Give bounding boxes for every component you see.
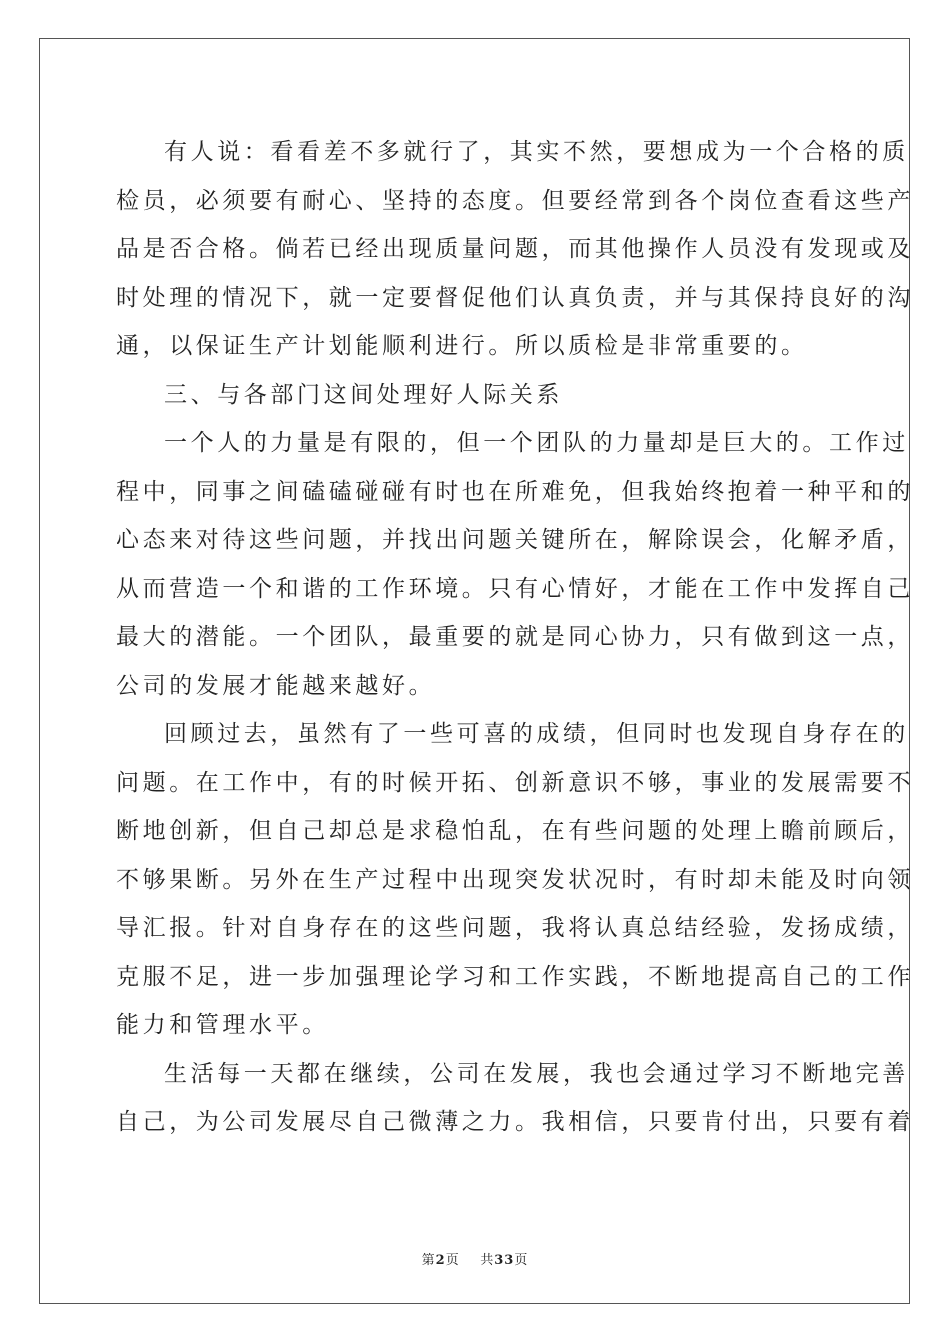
text-line: 品是否合格。倘若已经出现质量问题，而其他操作人员没有发现或及 bbox=[116, 236, 914, 262]
text-line: 能力和管理水平。 bbox=[116, 1012, 329, 1038]
text-line: 一个人的力量是有限的，但一个团队的力量却是巨大的。工作过 bbox=[164, 430, 909, 456]
text-line: 不够果断。另外在生产过程中出现突发状况时，有时却未能及时向领 bbox=[116, 866, 914, 893]
text-line: 导汇报。针对自身存在的这些问题，我将认真总结经验，发扬成绩， bbox=[116, 915, 914, 941]
text-line: 生活每一天都在继续，公司在发展，我也会通过学习不断地完善 bbox=[164, 1060, 909, 1087]
text-line: 程中，同事之间磕磕碰碰有时也在所难免，但我始终抱着一种平和的 bbox=[116, 478, 914, 505]
text-line: 检员，必须要有耐心、坚持的态度。但要经常到各个岗位查看这些产 bbox=[116, 187, 914, 214]
text-line: 最大的潜能。一个团队，最重要的就是同心协力，只有做到这一点， bbox=[116, 624, 914, 650]
text-line: 断地创新，但自己却总是求稳怕乱，在有些问题的处理上瞻前顾后， bbox=[116, 818, 914, 844]
text-line: 有人说：看看差不多就行了，其实不然，要想成为一个合格的质 bbox=[164, 139, 909, 165]
text-line: 心态来对待这些问题，并找出问题关键所在，解除误会，化解矛盾， bbox=[116, 527, 914, 553]
footer-prefix: 第 bbox=[421, 1253, 436, 1268]
footer-total-suffix: 页 bbox=[514, 1253, 529, 1268]
section-heading: 三、与各部门这间处理好人际关系 bbox=[164, 381, 563, 408]
text-line: 克服不足，进一步加强理论学习和工作实践，不断地提高自己的工作 bbox=[116, 963, 914, 990]
text-line: 通，以保证生产计划能顺利进行。所以质检是非常重要的。 bbox=[116, 333, 808, 359]
document-body bbox=[116, 128, 914, 1147]
footer-total-pages: 33 bbox=[494, 1253, 515, 1268]
text-line: 从而营造一个和谐的工作环境。只有心情好，才能在工作中发挥自己 bbox=[116, 575, 914, 602]
text-line: 公司的发展才能越来越好。 bbox=[116, 672, 436, 699]
text-line: 回顾过去，虽然有了一些可喜的成绩，但同时也发现自身存在的 bbox=[164, 721, 909, 747]
text-line: 自己，为公司发展尽自己微薄之力。我相信，只要肯付出，只要有着 bbox=[116, 1109, 914, 1135]
page-footer bbox=[0, 1249, 950, 1268]
text-line: 时处理的情况下，就一定要督促他们认真负责，并与其保持良好的沟 bbox=[116, 284, 914, 311]
footer-total-prefix: 共 bbox=[480, 1253, 495, 1268]
footer-page-suffix: 页 bbox=[445, 1253, 460, 1268]
text-line: 问题。在工作中，有的时候开拓、创新意识不够，事业的发展需要不 bbox=[116, 769, 914, 796]
footer-page-number: 2 bbox=[435, 1253, 446, 1268]
